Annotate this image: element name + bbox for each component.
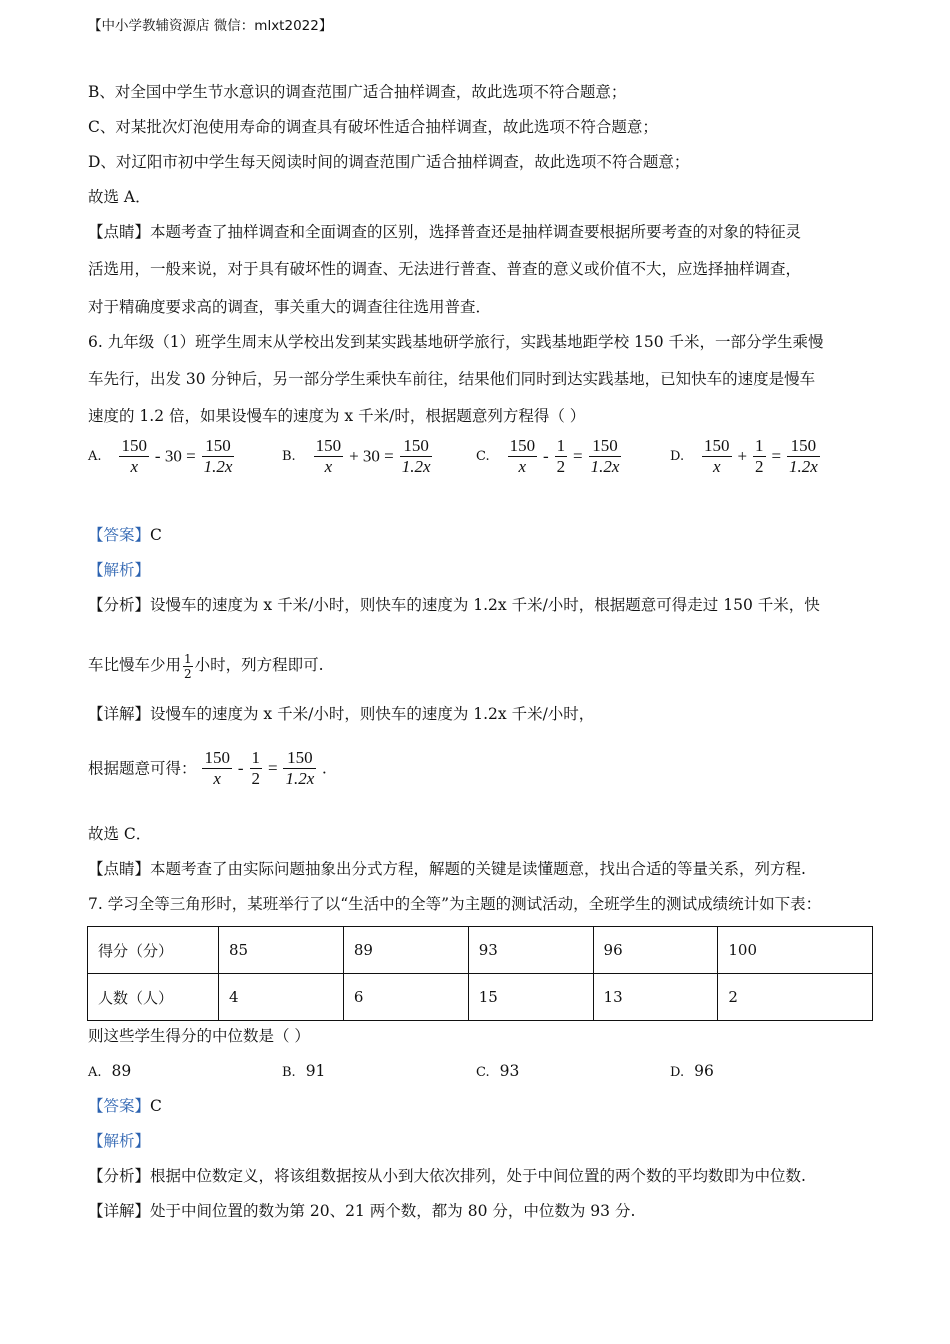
fraction: $\frac{150}{1.2x}$ [590, 436, 620, 476]
q7-stem: 7. 学习全等三角形时，某班举行了以“生活中的全等”为主题的测试活动，全班学生的测试成绩统计如下表： [88, 895, 822, 913]
q7-analysis-tag: 【解析】 [88, 1132, 151, 1150]
q6-stem-3: 速度的 1.2 倍，如果设慢车的速度为 x 千米/时，根据题意列方程得（ ） [88, 407, 586, 425]
table-cell: 4 [219, 974, 344, 1021]
fraction: $\frac{150}{x}$ [509, 436, 536, 476]
q6-option-a[interactable] [88, 436, 235, 477]
q6-choose: 故选 C． [88, 825, 152, 843]
fraction: $\frac{1}{2}$ [184, 651, 192, 681]
q5-comment-3: 对于精确度要求高的调查，事关重大的调查往往选用普查． [88, 298, 492, 316]
operator: - [237, 758, 244, 778]
table-cell: 13 [593, 974, 718, 1021]
q6-option-d[interactable] [670, 436, 821, 477]
analysis-text: 小时，列方程即可. [194, 656, 324, 674]
q5-comment-2: 活选用，一般来说，对于具有破坏性的调查、无法进行普查、普查的意义或价值不大，应选择抽样调查， [88, 260, 802, 278]
fraction: $\frac{150}{1.2x}$ [401, 436, 431, 476]
fraction: $\frac{150}{x}$ [121, 436, 147, 476]
operator: - 30 = [154, 446, 196, 466]
q7-option-a[interactable] [88, 1062, 131, 1080]
answer-value: C [150, 1097, 162, 1115]
fraction: $\frac{150}{x}$ [315, 436, 342, 476]
operator: + 30 = [349, 446, 394, 466]
q7-option-b[interactable] [282, 1062, 325, 1080]
fraction: $\frac{1}{2}$ [251, 748, 260, 788]
q7-detail: 【详解】处于中间位置的数为第 20、21 两个数，都为 80 分，中位数为 93 分. [88, 1202, 636, 1220]
q5-choose: 故选 A． [88, 188, 151, 206]
fraction: $\frac{150}{x}$ [704, 436, 730, 476]
fraction: $\frac{1}{2}$ [556, 436, 566, 476]
operator: = [573, 446, 583, 466]
operator: - [543, 446, 549, 466]
operator: + [737, 446, 748, 466]
q6-analysis-2 [88, 650, 324, 681]
q6-option-b[interactable] [282, 436, 433, 477]
answer-tag: 【答案】 [88, 526, 151, 544]
option-value: 93 [499, 1062, 520, 1080]
q6-analysis-1: 【分析】设慢车的速度为 x 千米/小时，则快车的速度为 1.2x 千米/小时，根据题意可得走过 150 千米，快 [88, 596, 820, 614]
q5-line-d: D、对辽阳市初中学生每天阅读时间的调查范围广适合抽样调查，故此选项不符合题意； [88, 153, 690, 171]
q6-answer [88, 525, 162, 545]
q5-line-c: C、对某批次灯泡使用寿命的调查具有破坏性适合抽样调查，故此选项不符合题意； [88, 118, 658, 136]
fraction: $\frac{150}{x}$ [204, 748, 230, 788]
analysis-text: 车比慢车少用 [88, 656, 182, 674]
q6-detail-1: 【详解】设慢车的速度为 x 千米/小时，则快车的速度为 1.2x 千米/小时， [88, 705, 595, 723]
q7-question: 则这些学生得分的中位数是（ ） [88, 1027, 310, 1045]
fraction: $\frac{150}{1.2x}$ [285, 748, 315, 788]
table-row [88, 974, 873, 1021]
table-cell: 100 [718, 927, 873, 974]
page-header: 【中小学教辅资源店 微信：mlxt2022】 [88, 18, 333, 34]
q7-option-d[interactable] [670, 1062, 714, 1080]
table-cell: 85 [219, 927, 344, 974]
operator: = [267, 758, 278, 778]
period: . [322, 758, 327, 778]
fraction: $\frac{150}{1.2x}$ [203, 436, 233, 476]
q5-line-b: B、对全国中学生节水意识的调查范围广适合抽样调查，故此选项不符合题意； [88, 83, 627, 101]
option-value: 96 [694, 1062, 714, 1080]
operator: = [771, 446, 782, 466]
table-cell: 15 [468, 974, 593, 1021]
q7-answer [88, 1096, 162, 1116]
q6-detail-2 [88, 748, 326, 789]
table-cell: 2 [718, 974, 873, 1021]
score-table [87, 926, 873, 1021]
q6-comment: 【点睛】本题考查了由实际问题抽象出分式方程，解题的关键是读懂题意，找出合适的等量关系，列方程. [88, 860, 806, 878]
q7-analysis: 【分析】根据中位数定义，将该组数据按从小到大依次排列，处于中间位置的两个数的平均数即为中位数. [88, 1167, 806, 1185]
q6-analysis-tag: 【解析】 [88, 561, 151, 579]
option-value: 91 [305, 1062, 326, 1080]
fraction: $\frac{150}{1.2x}$ [788, 436, 818, 476]
q6-stem-1: 6. 九年级（1）班学生周末从学校出发到某实践基地研学旅行，实践基地距学校 150 千米，一部分学生乘慢 [88, 333, 824, 351]
q6-option-c[interactable] [476, 436, 622, 477]
table-cell: 人数（人） [88, 974, 219, 1021]
q6-stem-2: 车先行，出发 30 分钟后，另一部分学生乘快车前往，结果他们同时到达实践基地，已知快车的速度是慢车 [88, 370, 816, 388]
option-letter: B. [282, 1065, 296, 1080]
table-cell: 96 [593, 927, 718, 974]
detail-text: 根据题意可得： [88, 759, 197, 778]
table-cell: 得分（分） [88, 927, 219, 974]
option-letter: B. [282, 449, 296, 464]
answer-value: C [150, 526, 162, 544]
q7-option-c[interactable] [476, 1062, 519, 1080]
option-letter: C. [476, 449, 490, 464]
table-cell: 89 [343, 927, 468, 974]
option-value: 89 [111, 1062, 132, 1080]
option-letter: A. [88, 1065, 102, 1080]
answer-tag: 【答案】 [88, 1097, 151, 1115]
q5-comment-1: 【点睛】本题考查了抽样调查和全面调查的区别，选择普查还是抽样调查要根据所要考查的对象的特征灵 [88, 223, 802, 241]
table-row [88, 927, 873, 974]
table-cell: 93 [468, 927, 593, 974]
option-letter: A. [88, 449, 102, 464]
option-letter: C. [476, 1065, 490, 1080]
fraction: $\frac{1}{2}$ [755, 436, 764, 476]
table-cell: 6 [343, 974, 468, 1021]
option-letter: D. [670, 1065, 685, 1080]
option-letter: D. [670, 449, 685, 464]
